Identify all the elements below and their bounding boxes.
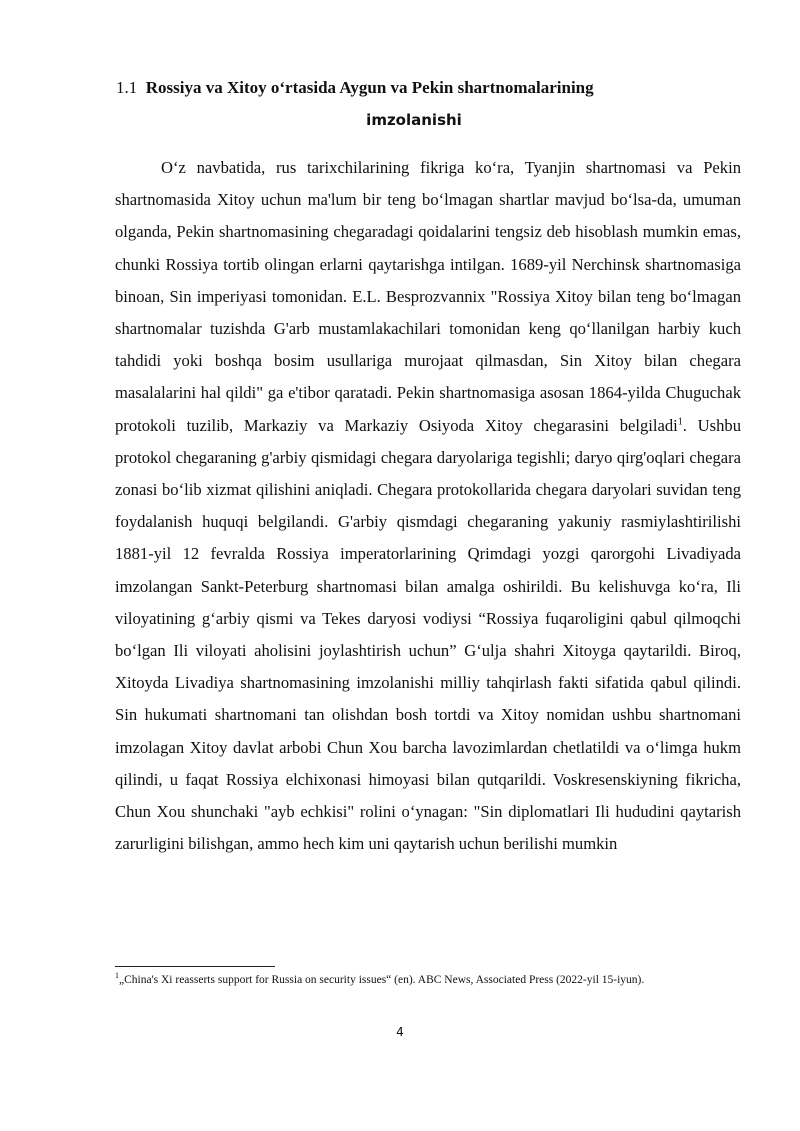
page-number: 4: [396, 1025, 404, 1039]
section-number: 1.1: [116, 78, 138, 97]
section-title-line1: Rossiya va Xitoy o‘rtasida Aygun va Pekin shartnomalarining: [145, 78, 594, 97]
body-paragraph: [115, 152, 741, 860]
footnote-reference[interactable]: 1: [677, 416, 683, 428]
section-title-line2: imzolanishi: [366, 111, 462, 129]
footnote-text: „China's Xi reasserts support for Russia on security issues“ (en). ABC News, Associated Press (2022-yil 15-iyun).: [119, 974, 645, 986]
footnote: [115, 972, 755, 988]
footnote-marker: 1: [115, 971, 119, 981]
body-text-part2: . Ushbu protokol chegaraning g'arbiy qismidagi chegara daryolariga tegishli; daryo qirg'oqlari chegara zonasi bo‘lib xizmat qilishini aniqladi. Chegara protokollarida chegara daryolari suvidan teng foydalanish huquqi belgilandi. G'arbiy qismdagi chegaraning yakuniy rasmiylashtirilishi 1881-yil 12 fevralda Rossiya imperatorlarining Qrimdagi yozgi qarorgohi Livadiyada imzolangan Sankt-Peterburg shartnomasi bilan amalga oshirildi. Bu kelishuvga ko‘ra, Ili viloyatining g‘arbiy qismi va Tekes daryosi vodiysi “Rossiya fuqaroligini qabul qilmoqchi bo‘lgan Ili viloyati aholisini joylashtirish uchun” G‘ulja shahri Xitoyga qaytarildi. Biroq, Xitoyda Livadiya shartnomasining imzolanishi milliy tahqirlash fakti sifatida qabul qilindi. Sin hukumati shartnomani tan olishdan bosh tortdi va Xitoy nomidan ushbu shartnomani imzolagan Xitoy davlat arbobi Chun Xou barcha lavozimlardan chetlatildi va o‘limga hukm qilindi, u faqat Rossiya elchixonasi himoyasi bilan qutqarildi. Voskresenskiyning fikricha, Chun Xou shunchaki "ayb echkisi" rolini o‘ynagan: "Sin diplomatlari Ili hududini qaytarish zarurligini bilishgan, ammo hech kim uni qaytarish uchun berilishi mumkin: [115, 415, 741, 854]
body-text-part1: O‘z navbatida, rus tarixchilarining fikriga ko‘ra, Tyanjin shartnomasi va Pekin shartnomasida Xitoy uchun ma'lum bir teng bo‘lmagan shartlar mavjud bo‘lsa-da, umuman olganda, Pekin shartnomasining chegaradagi qoidalarini tengsiz deb hisoblash mumkin emas, chunki Rossiya tortib olingan erlarni qaytarishga intilgan. 1689-yil Nerchinsk shartnomasiga binoan, Sin imperiyasi tomonidan. E.L. Besprozvannix "Rossiya Xitoy bilan teng bo‘lmagan shartnomalar tuzishda G'arb mustamlakachilari tomonidan keng qo‘llanilgan harbiy kuch tahdidi yoki boshqa bosim usullariga murojaat qilmasdan, Sin Xitoy bilan chegara masalalarini hal qildi" ga e'tibor qaratadi. Pekin shartnomasiga asosan 1864-yilda Chuguchak protokoli tuzilib, Markaziy va Markaziy Osiyoda Xitoy chegarasini belgiladi: [115, 158, 741, 435]
footnote-separator: [115, 966, 275, 967]
section-heading: [116, 76, 676, 100]
